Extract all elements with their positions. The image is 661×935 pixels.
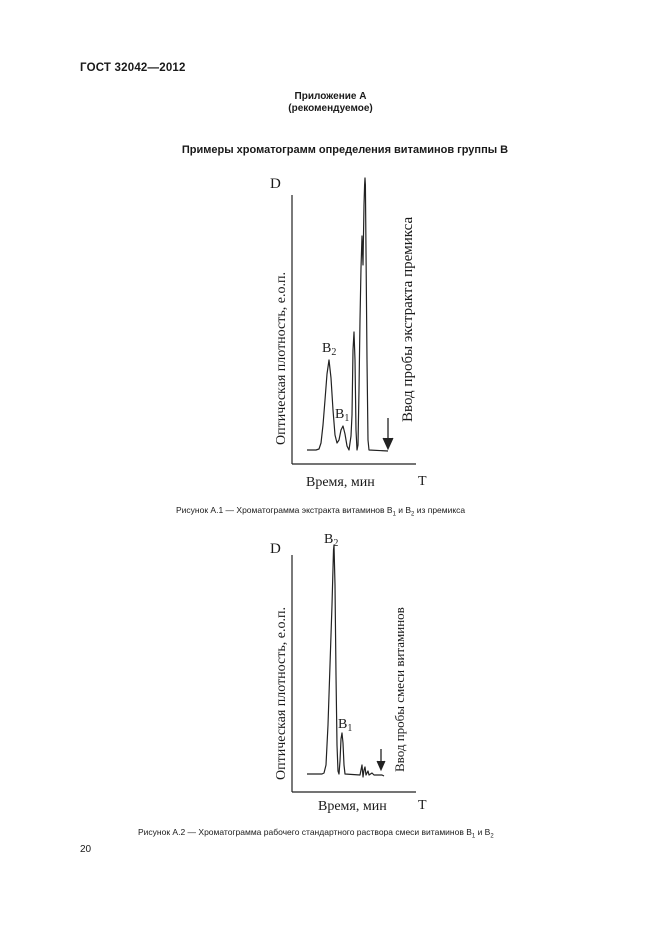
figure-1-trace: [307, 178, 388, 451]
figure-1-y-axis-letter: D: [270, 176, 281, 192]
figure-1-injection-label: Ввод пробы экстракта премикса: [400, 216, 416, 422]
figure-1-peak-b1-label: $B_1$: [335, 407, 350, 424]
figure-1-peak-b2-label: $B_2$: [322, 341, 337, 358]
figure-2-peak-b1-label: $B_1$: [338, 717, 353, 734]
figure-1-injection-arrow-head: [383, 438, 393, 449]
page-number: 20: [80, 844, 92, 855]
figure-2-trace: [307, 545, 384, 777]
figure-1-x-label: Время, мин: [306, 475, 375, 490]
figure-2-injection-label: Ввод пробы смеси витаминов: [392, 607, 407, 772]
figure-1-y-label: Оптическая плотность, е.о.п.: [274, 272, 289, 445]
annex-status: (рекомендуемое): [288, 103, 373, 114]
figure-2-injection-arrow-head: [377, 761, 385, 770]
document-code: ГОСТ 32042—2012: [80, 62, 186, 74]
figure-2-x-label: Время, мин: [318, 799, 387, 814]
section-title: Примеры хроматограмм определения витаминов группы В: [181, 144, 509, 156]
figure-2-y-label: Оптическая плотность, е.о.п.: [274, 607, 289, 780]
annex-title: Приложение А: [294, 91, 367, 102]
figure-2-peak-b2-label: $B_2$: [324, 532, 339, 549]
figure-1-chromatogram: [0, 160, 661, 505]
figure-2-y-axis-letter: D: [270, 541, 281, 557]
figure-2-x-axis-letter: T: [418, 798, 427, 813]
figure-2-chromatogram: [0, 525, 661, 825]
figure-1-caption: Рисунок А.1 — Хроматограмма экстракта витаминов $В_1$ и $В_2$ из премикса: [176, 505, 466, 518]
figure-2-caption: Рисунок А.2 — Хроматограмма рабочего стандартного раствора смеси витаминов $В_1$ и $В_2$: [138, 827, 494, 840]
figure-1-x-axis-letter: T: [418, 474, 427, 489]
